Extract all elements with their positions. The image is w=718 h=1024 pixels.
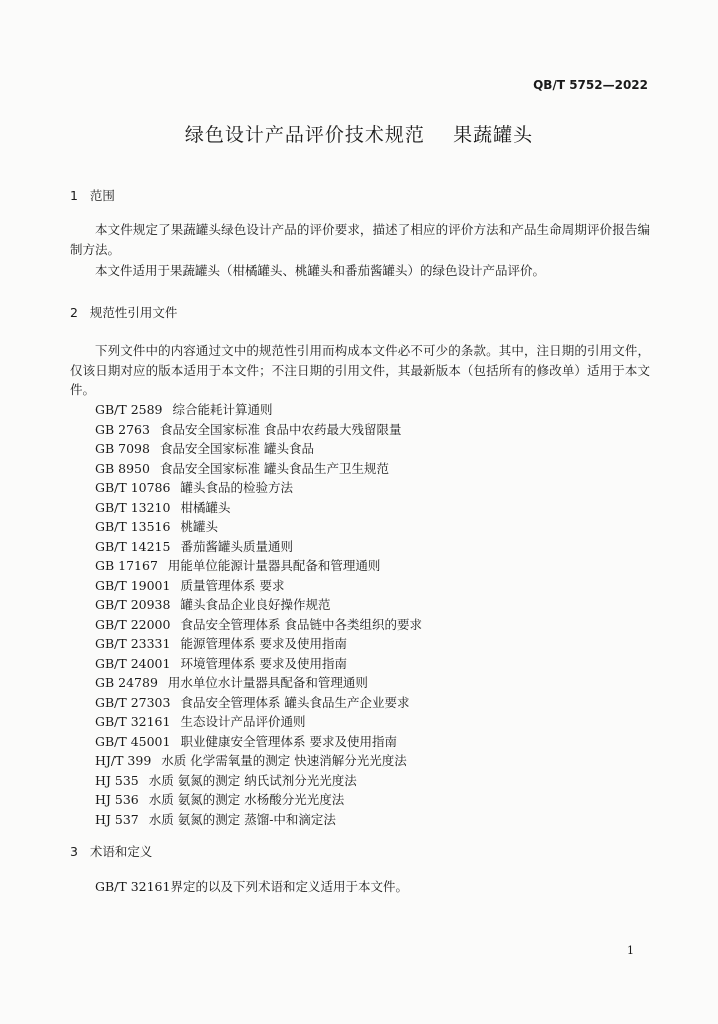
reference-title: 水质 化学需氧量的测定 快速消解分光光度法 (161, 753, 407, 768)
reference-item (95, 576, 655, 596)
section-heading-terms: 3 术语和定义 (70, 844, 153, 859)
reference-title: 水质 氨氮的测定 蒸馏-中和滴定法 (148, 811, 336, 827)
reference-code: HJ 536 (95, 792, 139, 807)
reference-code: GB/T 32161 (95, 714, 171, 729)
reference-item (95, 732, 655, 752)
reference-item (95, 673, 655, 693)
section-heading-references: 2 规范性引用文件 (70, 305, 178, 320)
reference-title: 用能单位能源计量器具配备和管理通则 (167, 558, 381, 573)
reference-code: GB 24789 (95, 675, 158, 690)
reference-code: GB/T 13210 (95, 499, 171, 515)
reference-item (95, 634, 655, 654)
reference-title: 职业健康安全管理体系 要求及使用指南 (180, 733, 397, 749)
reference-item (95, 420, 655, 440)
reference-title: 环境管理体系 要求及使用指南 (180, 655, 347, 671)
reference-title: 食品安全国家标准 罐头食品生产卫生规范 (159, 460, 389, 476)
reference-title: 水质 氨氮的测定 水杨酸分光光度法 (148, 792, 345, 807)
reference-item (95, 556, 655, 576)
reference-title: 罐头食品的检验方法 (180, 480, 293, 495)
reference-item (95, 751, 655, 771)
reference-code: GB/T 22000 (95, 616, 171, 632)
references-intro: 下列文件中的内容通过文中的规范性引用而构成本文件必不可少的条款。其中，注日期的引用文件，仅该日期对应的版本适用于本文件；不注日期的引用文件，其最新版本（包括所有的修改单）适用于本文件。 (70, 343, 650, 397)
reference-item (95, 771, 655, 791)
reference-item (95, 517, 655, 537)
page-number: 1 (627, 944, 634, 957)
reference-title: 食品安全管理体系 食品链中各类组织的要求 (180, 616, 422, 632)
reference-item (95, 537, 655, 557)
reference-item (95, 810, 655, 830)
section-heading-scope: 1 范围 (70, 188, 115, 203)
reference-item (95, 654, 655, 674)
reference-item (95, 478, 655, 498)
reference-item (95, 439, 655, 459)
reference-item (95, 790, 655, 810)
reference-code: GB 8950 (95, 460, 150, 476)
reference-code: HJ/T 399 (95, 753, 152, 768)
reference-code: GB/T 27303 (95, 694, 171, 710)
reference-title: 罐头食品企业良好操作规范 (180, 597, 331, 612)
terms-paragraph: GB/T 32161界定的以及下列术语和定义适用于本文件。 (95, 879, 408, 894)
reference-code: GB/T 24001 (95, 655, 171, 671)
reference-title: 能源管理体系 要求及使用指南 (180, 636, 347, 651)
document-title: 绿色设计产品评价技术规范 果蔬罐头 (184, 124, 534, 146)
scope-paragraph-2: 本文件适用于果蔬罐头（柑橘罐头、桃罐头和番茄酱罐头）的绿色设计产品评价。 (95, 263, 546, 278)
reference-title: 食品安全管理体系 罐头食品生产企业要求 (180, 694, 410, 710)
reference-item (95, 459, 655, 479)
reference-code: HJ 535 (95, 772, 139, 788)
reference-code: GB 7098 (95, 441, 150, 456)
reference-code: GB/T 2589 (95, 402, 163, 417)
reference-item (95, 595, 655, 615)
reference-code: GB 2763 (95, 421, 150, 437)
reference-title: 生态设计产品评价通则 (180, 714, 306, 729)
reference-title: 食品安全国家标准 罐头食品 (159, 441, 314, 456)
reference-code: GB/T 20938 (95, 597, 171, 612)
reference-title: 质量管理体系 要求 (180, 577, 285, 593)
reference-code: GB/T 13516 (95, 519, 171, 534)
reference-code: GB/T 10786 (95, 480, 171, 495)
reference-title: 水质 氨氮的测定 纳氏试剂分光光度法 (148, 772, 357, 788)
reference-code: GB/T 19001 (95, 577, 171, 593)
reference-item (95, 615, 655, 635)
reference-item (95, 693, 655, 713)
standard-code: QB/T 5752—2022 (533, 78, 648, 92)
reference-code: GB/T 23331 (95, 636, 171, 651)
reference-code: GB/T 45001 (95, 733, 171, 749)
reference-title: 番茄酱罐头质量通则 (180, 538, 293, 554)
reference-item (95, 498, 655, 518)
reference-code: GB/T 14215 (95, 538, 171, 554)
reference-title: 柑橘罐头 (180, 499, 231, 515)
reference-code: HJ 537 (95, 811, 139, 827)
scope-paragraph-1: 本文件规定了果蔬罐头绿色设计产品的评价要求，描述了相应的评价方法和产品生命周期评价报告编制方法。 (70, 222, 650, 257)
reference-code: GB 17167 (95, 558, 158, 573)
reference-list (95, 400, 655, 829)
reference-item (95, 400, 655, 420)
reference-title: 桃罐头 (180, 519, 218, 534)
reference-item (95, 712, 655, 732)
reference-title: 用水单位水计量器具配备和管理通则 (167, 675, 368, 690)
reference-title: 食品安全国家标准 食品中农药最大残留限量 (159, 421, 402, 437)
reference-title: 综合能耗计算通则 (172, 402, 273, 417)
